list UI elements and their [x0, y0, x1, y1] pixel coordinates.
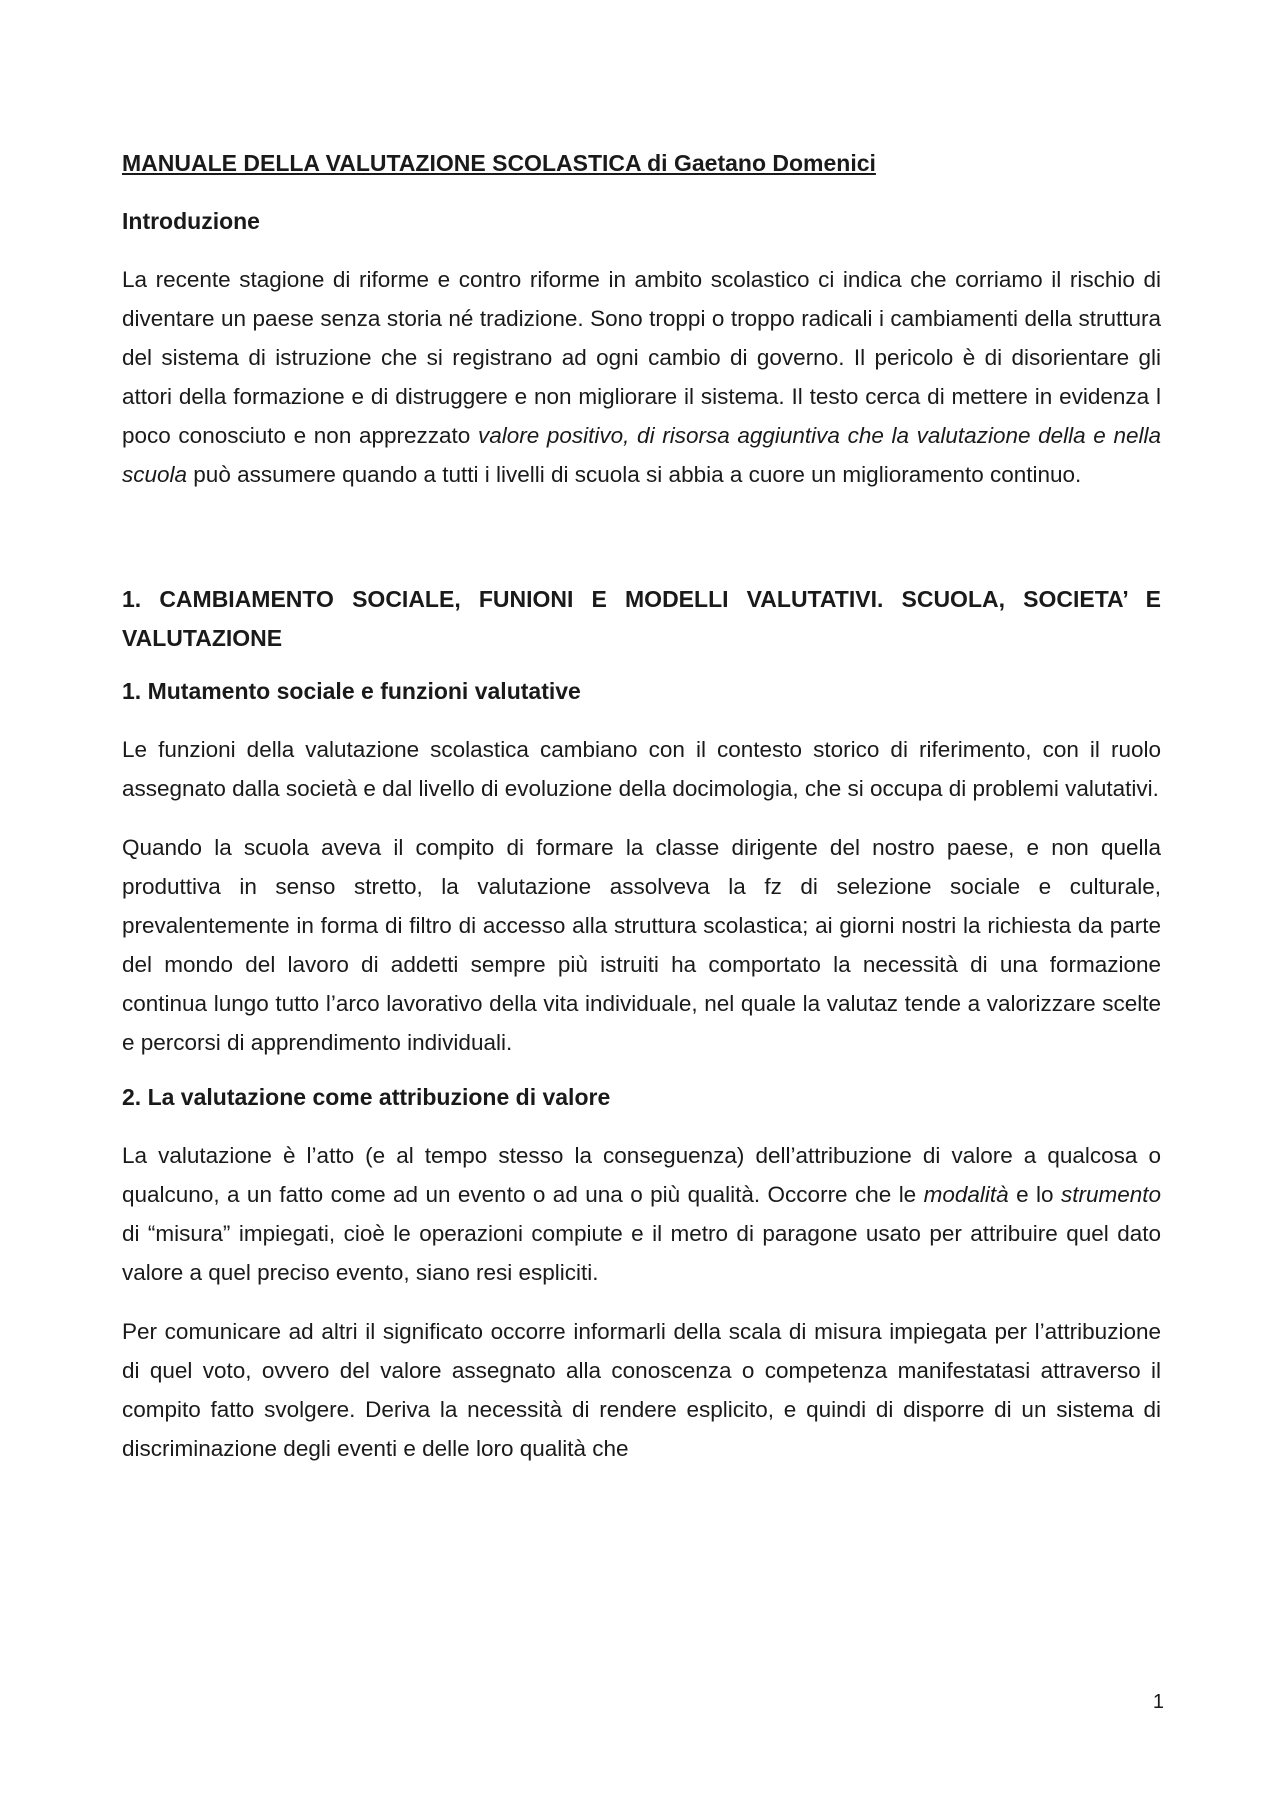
intro-heading: Introduzione — [122, 208, 260, 234]
section-1-paragraph-1: Le funzioni della valutazione scolastica cambiano con il contesto storico di riferimento, con il ruolo assegnato dalla società e dal livello di evoluzione della docimologia, che si occupa di problemi valutativi. — [122, 737, 1161, 801]
intro-paragraph — [122, 260, 1161, 494]
s2-text-part3: di “misura” impiegati, cioè le operazioni compiute e il metro di paragone usato per attribuire quel dato valore a quel preciso evento, siano resi espliciti. — [122, 1221, 1161, 1285]
s2-text-part1: La valutazione è l’atto (e al tempo stesso la conseguenza) dell’attribuzione di valore a qualcosa o qualcuno, a un fatto come ad un evento o ad una o più qualità. Occorre che le — [122, 1143, 1161, 1207]
s2-text-italic2: strumento — [1060, 1182, 1161, 1207]
intro-text-part1: La recente stagione di riforme e contro riforme in ambito scolastico ci indica che corriamo il rischio di diventare un paese senza storia né tradizione. Sono troppi o troppo radicali i cambiamenti della struttura del sistema di istruzione che si registrano ad ogni cambio di governo. Il pericolo è di disorientare gli attori della formazione e di distruggere e non migliorare il sistema. Il testo cerca di mettere in evidenza l poco conosciuto e non apprezzato — [122, 267, 1161, 448]
section-1-paragraph-2: Quando la scuola aveva il compito di formare la classe dirigente del nostro paese, e non quella produttiva in senso stretto, la valutazione assolveva la fz di selezione sociale e culturale, prevalentemente in forma di filtro di accesso alla struttura scolastica; ai giorni nostri la richiesta da parte del mondo del lavoro di addetti sempre più istruiti ha comportato la necessità di una formazione continua lungo tutto l’arco lavorativo della vita individuale, nel quale la valutaz tende a valorizzare scelte e percorsi di apprendimento individuali. — [122, 835, 1161, 1055]
s2-text-part2: e lo — [1008, 1182, 1061, 1207]
section-2-paragraph-1 — [122, 1136, 1161, 1292]
s2-text-italic1: modalità — [923, 1182, 1009, 1207]
section-2-paragraph-2: Per comunicare ad altri il significato occorre informarli della scala di misura impiegata per l’attribuzione di quel voto, ovvero del valore assegnato alla conoscenza o competenza manifestatasi attraverso il compito fatto svolgere. Deriva la necessità di rendere esplicito, e quindi di disporre di un sistema di discriminazione degli eventi e delle loro qualità che — [122, 1319, 1161, 1461]
section-1-heading: 1. Mutamento sociale e funzioni valutative — [122, 678, 581, 704]
chapter-heading: 1. CAMBIAMENTO SOCIALE, FUNIONI E MODELLI VALUTATIVI. SCUOLA, SOCIETA’ E VALUTAZIONE — [122, 586, 1161, 651]
intro-text-italic: valore positivo, di risorsa aggiuntiva che la valutazione della e nella scuola — [122, 423, 1161, 487]
section-2-heading: 2. La valutazione come attribuzione di valore — [122, 1084, 611, 1110]
page-number: 1 — [1152, 1691, 1164, 1713]
intro-text-part2: può assumere quando a tutti i livelli di scuola si abbia a cuore un miglioramento continuo. — [187, 462, 1082, 487]
document-title: MANUALE DELLA VALUTAZIONE SCOLASTICA di Gaetano Domenici — [122, 150, 876, 176]
document-page — [122, 148, 1161, 1488]
